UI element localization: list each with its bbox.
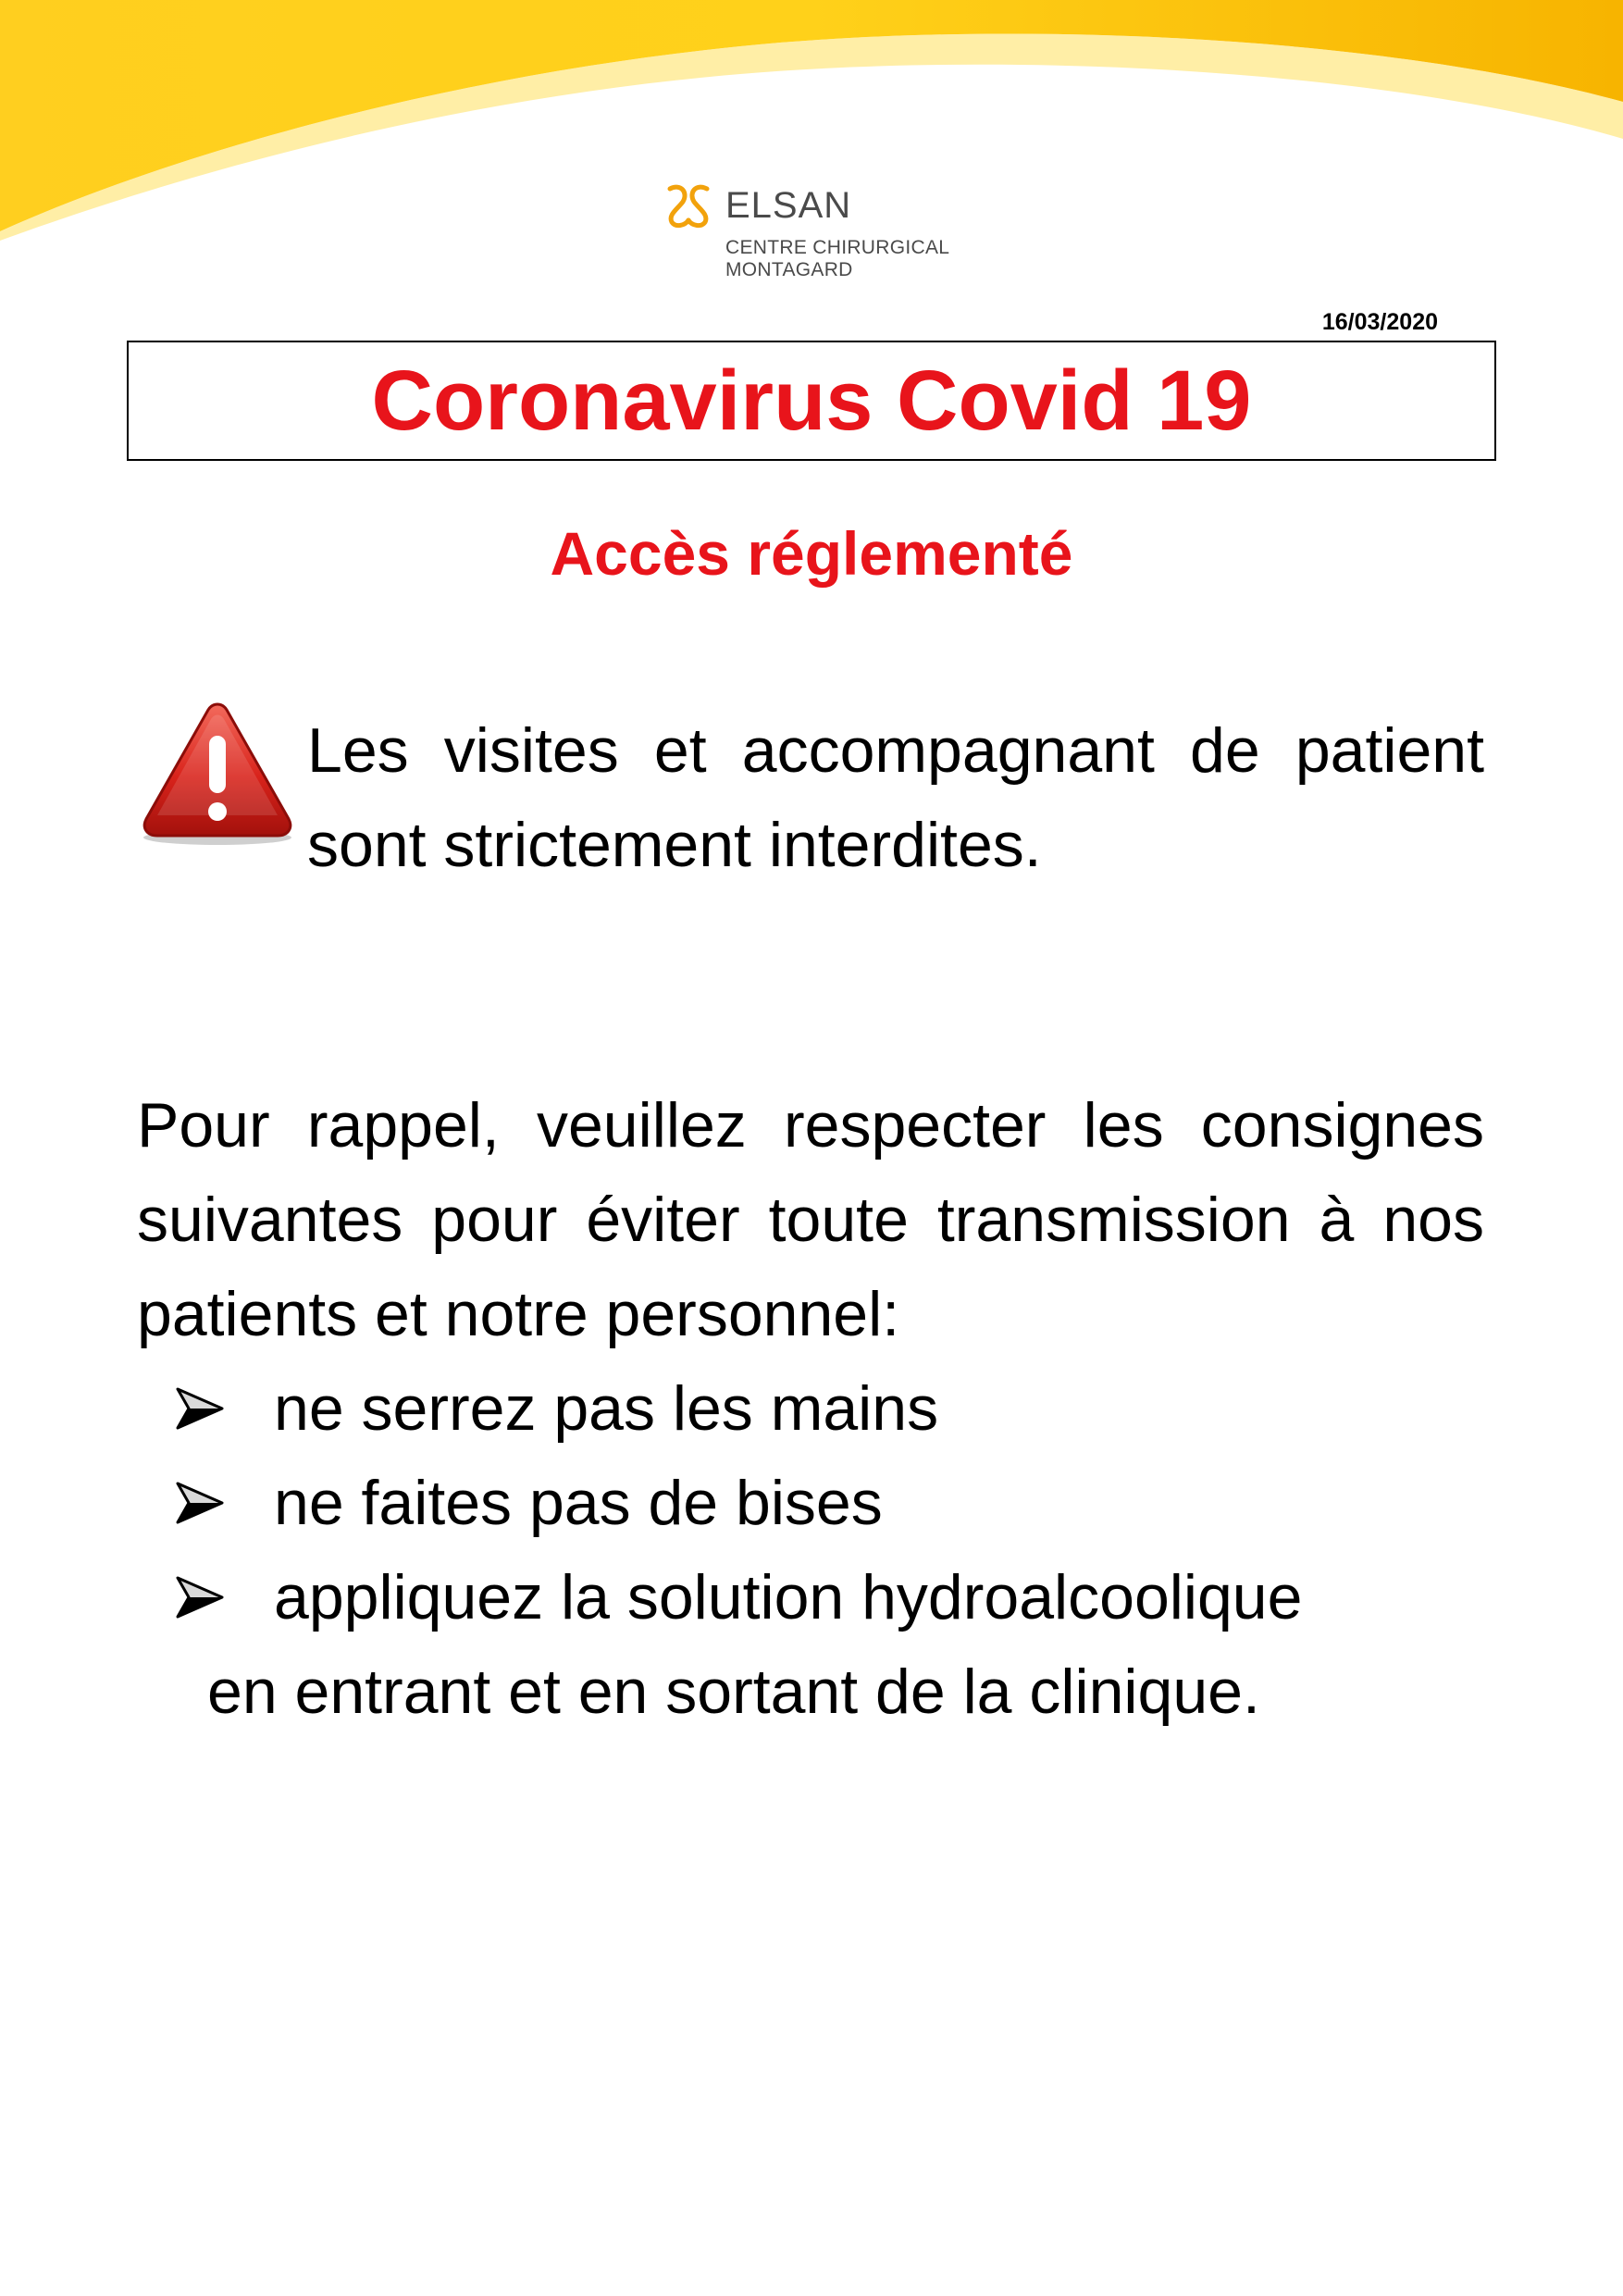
rule-item xyxy=(137,1456,1484,1550)
brand-subtitle xyxy=(725,237,949,281)
reminder-intro: Pour rappel, veuillez respecter les consignes suivantes pour éviter toute transmission à nos patients et notre personnel: xyxy=(137,1090,1484,1349)
warning-text: Les visites et accompagnant de patient sont strictement interdites. xyxy=(307,715,1484,880)
arrow-bullet-icon xyxy=(174,1480,226,1526)
brand-name: ELSAN xyxy=(725,185,852,226)
title-box xyxy=(127,341,1496,461)
elsan-logo xyxy=(664,181,979,283)
rule-item xyxy=(137,1361,1484,1456)
rule-text: ne faites pas de bises xyxy=(274,1468,883,1538)
reminder-section xyxy=(137,1078,1484,1739)
brand-sub-line1: CENTRE CHIRURGICAL xyxy=(725,237,950,258)
rule-text: appliquez la solution hydroalcoolique xyxy=(274,1562,1303,1632)
page-title: Coronavirus Covid 19 xyxy=(371,354,1252,448)
page-subtitle: Accès réglementé xyxy=(550,519,1073,588)
arrow-bullet-icon xyxy=(174,1574,226,1620)
arrow-bullet-icon xyxy=(174,1385,226,1432)
brand-sub-line2: MONTAGARD xyxy=(725,259,853,280)
rule-continuation: en entrant et en sortant de la clinique. xyxy=(207,1657,1260,1727)
rule-item xyxy=(137,1550,1484,1644)
elsan-logo-icon xyxy=(664,181,712,230)
rules-list xyxy=(137,1361,1484,1644)
document-date: 16/03/2020 xyxy=(1321,309,1438,335)
warning-triangle-icon xyxy=(139,699,296,856)
rule-text: ne serrez pas les mains xyxy=(274,1373,939,1444)
